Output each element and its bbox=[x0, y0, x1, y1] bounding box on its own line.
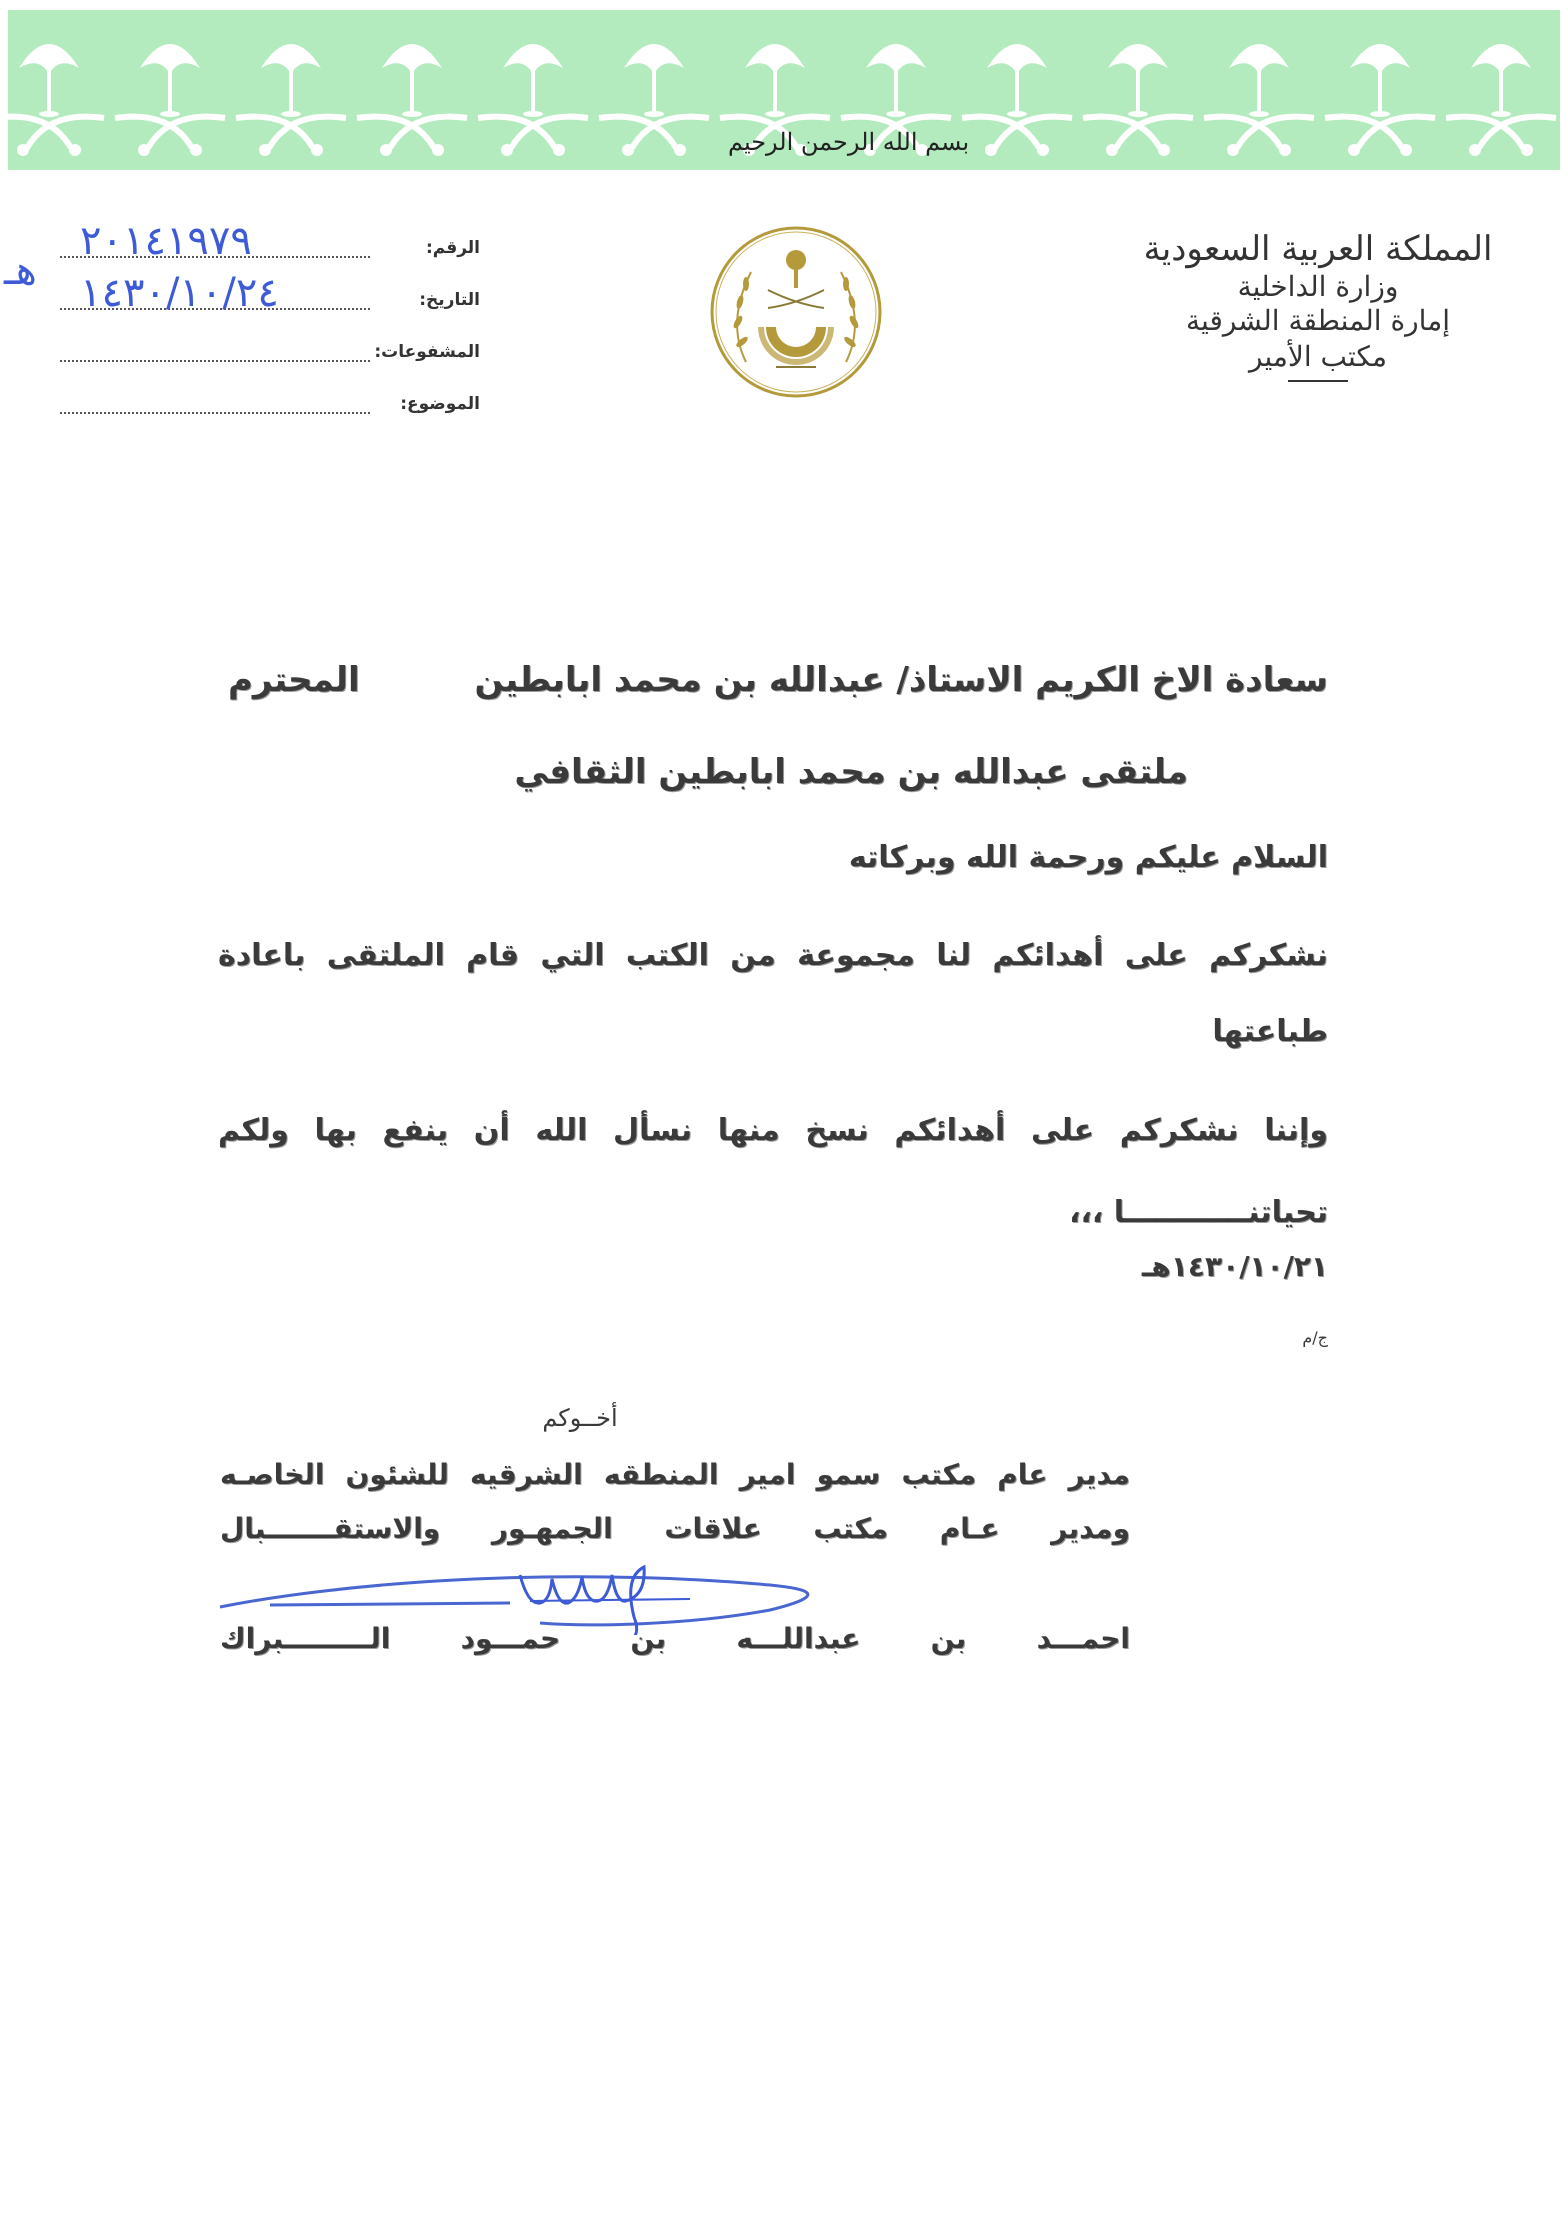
signatory-title-1: مدير عام مكتب سمو امير المنطقه الشرقيه للشئون الخاصـه bbox=[220, 1458, 1130, 1491]
palm-swords-motif bbox=[236, 44, 346, 156]
greeting: السلام عليكم ورحمة الله وبركاته bbox=[848, 840, 1328, 875]
letterhead-rule bbox=[1288, 380, 1348, 382]
palm-swords-motif bbox=[962, 44, 1072, 156]
header-banner bbox=[8, 10, 1560, 170]
field-label: التاريخ: bbox=[419, 290, 480, 310]
organization-name: ملتقى عبدالله بن محمد ابابطين الثقافي bbox=[514, 752, 1188, 792]
addressee: سعادة الاخ الكريم الاستاذ/ عبدالله بن محمد ابابطين bbox=[474, 660, 1328, 700]
reference-fields bbox=[60, 218, 480, 440]
field-label: الموضوع: bbox=[400, 394, 480, 414]
paragraph-closing: وإننا نشكركم على أهدائكم نسخ منها نسأل الله أن ينفع بها ولكم تحياتنــــــــــــا ،،، bbox=[218, 1113, 1328, 1230]
palm-swords-motif bbox=[1325, 44, 1435, 156]
palm-swords-motif bbox=[478, 44, 588, 156]
honorific: المحترم bbox=[228, 660, 360, 700]
palm-swords-motif bbox=[115, 44, 225, 156]
field-dotted-line bbox=[60, 412, 370, 414]
palm-swords-motif bbox=[1204, 44, 1314, 156]
field-label: الرقم: bbox=[425, 238, 480, 258]
signatory-name: احمـــد بن عبداللـــه بن حمـــود الـــــــــبراك bbox=[220, 1622, 1130, 1655]
palm-swords-motif bbox=[599, 44, 709, 156]
field-value-handwritten: ١٤٣٠/١٠/٢٤ bbox=[80, 270, 279, 316]
signatory-title-2: ومدير عـام مكتب علاقات الجمهـور والاستقـــــــبال bbox=[220, 1512, 1130, 1545]
closing-brother: أخــوكم bbox=[542, 1404, 618, 1432]
handwritten-hijri-suffix: هـ bbox=[4, 248, 37, 294]
basmala: بسم الله الرحمن الرحيم bbox=[728, 128, 970, 156]
letterhead-office: مكتب الأمير bbox=[1249, 340, 1387, 373]
field-label: المشفوعات: bbox=[374, 342, 480, 362]
field-date bbox=[60, 270, 480, 336]
field-attachments bbox=[60, 336, 480, 388]
addressee-line bbox=[228, 660, 1328, 700]
field-value-handwritten: ٢٠١٤١٩٧٩ bbox=[80, 218, 252, 264]
letter-date: ١٤٣٠/١٠/٢١هـ bbox=[1141, 1250, 1328, 1283]
emblem-icon bbox=[706, 222, 886, 402]
palm-swords-motif bbox=[8, 44, 104, 156]
palm-swords-motif bbox=[1083, 44, 1193, 156]
paragraph-thanks: نشكركم على أهدائكم لنا مجموعة من الكتب التي قام الملتقى باعادة طباعتها bbox=[218, 938, 1328, 1049]
palm-swords-motif bbox=[357, 44, 467, 156]
letterhead-kingdom: المملكة العربية السعودية bbox=[1143, 229, 1493, 269]
letterhead-emirate: إمارة المنطقة الشرقية bbox=[1186, 304, 1450, 337]
field-dotted-line bbox=[60, 360, 370, 362]
letterhead-ministry: وزارة الداخلية bbox=[1237, 270, 1399, 303]
typist-initials: ج/م bbox=[1302, 1328, 1328, 1347]
palm-swords-motif bbox=[1446, 44, 1556, 156]
field-subject bbox=[60, 388, 480, 440]
letterhead bbox=[1128, 228, 1508, 382]
